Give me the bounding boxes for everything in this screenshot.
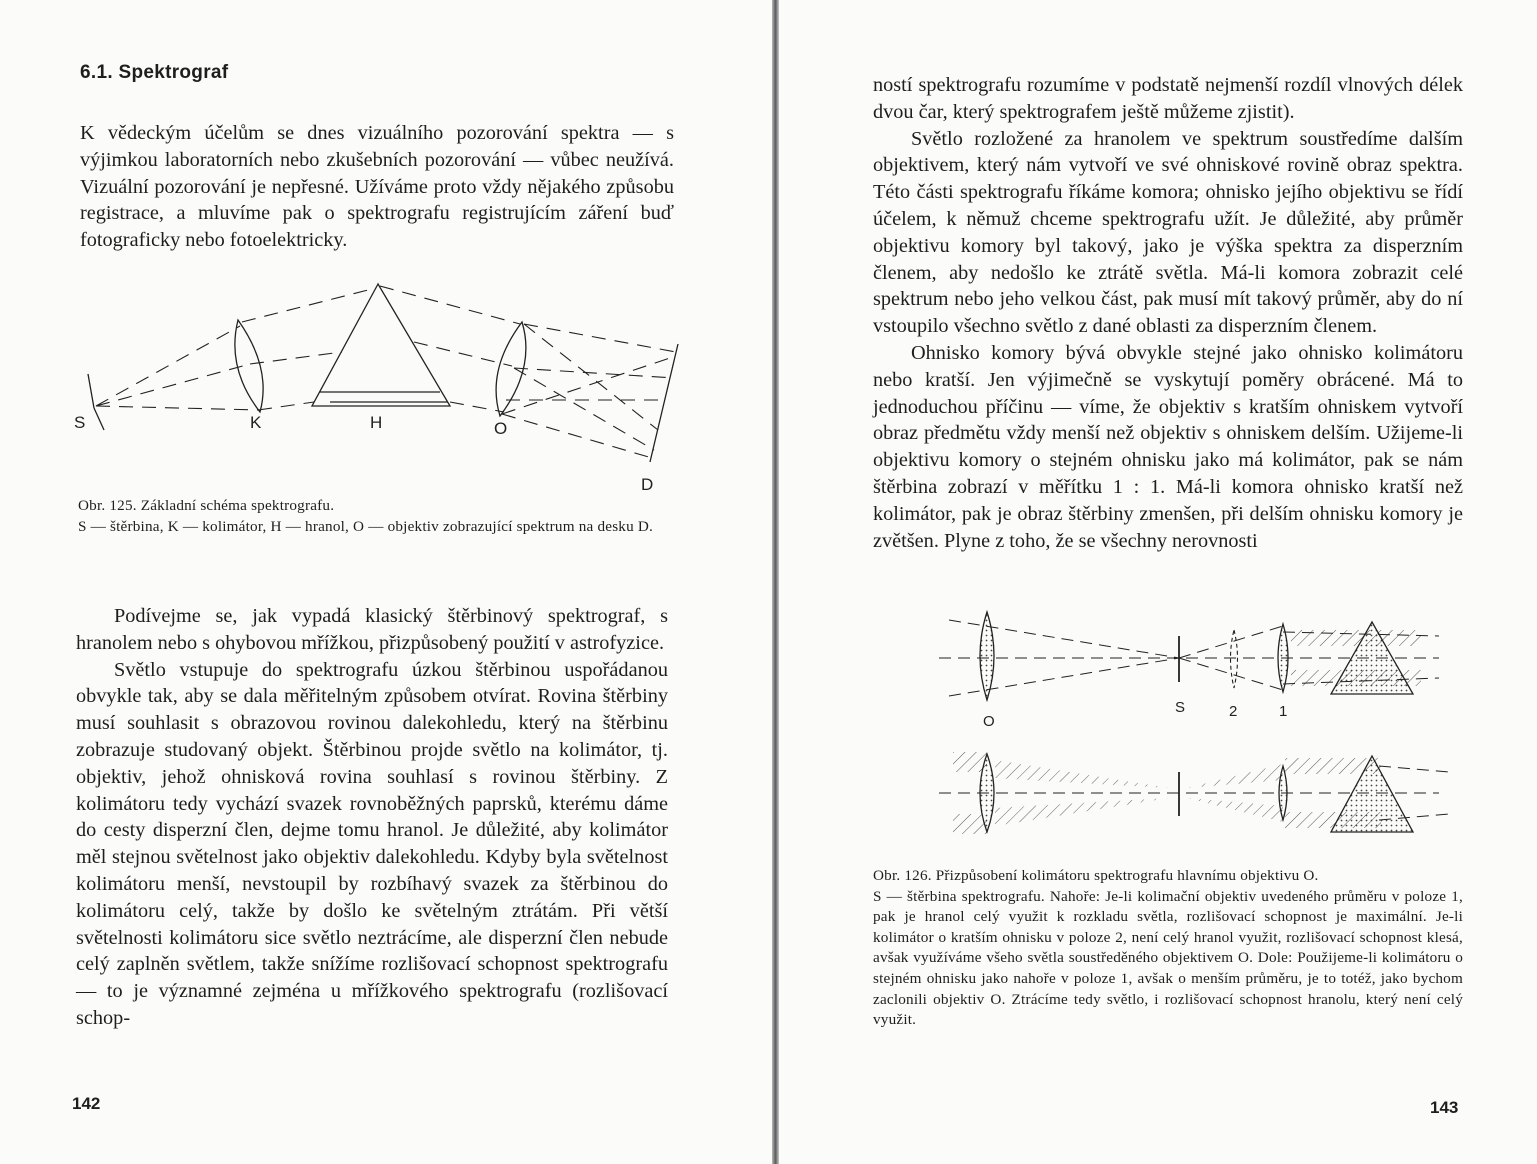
section-heading: 6.1. Spektrograf: [80, 62, 229, 83]
paragraph: Ohnisko komory bývá obvykle stejné jako ohnisko kolimátoru nebo kratší. Jen výjimečně se vyskytují poměry obrácené. Má to jednoduchou příčinu — víme, že objektiv s kratším ohniskem vytvoří obraz předmětu vždy menší než objektiv s ohniskem delším. Užijeme-li objektivu komory o stejném ohnisku jako má kolimátor, pak se nám štěrbina zobrazí v měřítku 1 : 1. Má-li komora ohnisko kratší než kolimátor, pak je obraz štěrbiny zmenšen, při delším ohnisku komory je zvětšen. Plyne z toho, že se všechny nerovnosti: [873, 341, 1463, 552]
fig125-label-o: O: [494, 419, 508, 438]
fig125-label-h: H: [370, 413, 383, 432]
fig126-caption-text: S — štěrbina spektrografu. Nahoře: Je-li kolimační objektiv uvedeného průměru v poloze 1, pak je hranol celý využit k rozkladu světla, rozlišovací schopnost je maximální. Je-li kolimátor o kratším ohnisku v poloze 2, není celý hranol využit, rozlišovací schopnost klesá, avšak využíváme všeho světla soustředěného objektivem O. Dole: Použijeme-li kolimátoru o stejném ohnisku jako nahoře v poloze 1, avšak o menším průměru, je to totéž, jako bychom zaclonili objektiv O. Ztrácíme tedy světlo, i rozlišovací schopnost hranolu, který není celý využit.: [873, 887, 1463, 1029]
right-body-text: [873, 72, 1463, 554]
fig125-ray: [524, 324, 676, 352]
fig125-ray: [414, 342, 512, 366]
right-page: [779, 0, 1537, 1164]
fig125-caption-title: Obr. 125. Základní schéma spektrografu.: [78, 497, 335, 514]
paragraph: Podívejme se, jak vypadá klasický štěrbinový spektrograf, s hranolem nebo s ohybovou mřížkou, přizpůsobený použití v astrofyzice.: [76, 605, 668, 654]
fig125-label-k: K: [250, 413, 262, 432]
fig126-label-o: O: [983, 713, 995, 730]
figure-125-spectrograph-schema: [70, 278, 690, 498]
figure-126-caption: [873, 866, 1463, 1031]
fig125-ray: [242, 288, 376, 322]
fig125-prism: [312, 284, 450, 406]
fig125-ray: [96, 406, 260, 410]
left-body-text: [76, 603, 668, 1032]
fig126-label-s: S: [1175, 699, 1186, 716]
fig125-ray: [258, 402, 314, 410]
fig126-label-1: 1: [1279, 703, 1288, 720]
fig125-ray: [514, 368, 654, 450]
intro-paragraph: [80, 120, 674, 254]
fig125-ray: [524, 324, 658, 430]
book-gutter: [772, 0, 779, 1164]
fig126-top-diagram: [939, 612, 1439, 730]
paragraph: Světlo rozložené za hranolem ve spektrum soustředíme dalším objektivem, který nám vytvoří ve své ohniskové rovině obraz spektra. Této části spektrografu říkáme komora; ohnisko jejího objektivu se řídí účelem, k němuž chceme spektrografu užít. Je důležité, aby průměr objektivu komory byl takový, jako je výška spektra za disperzním členem, aby nedošlo ke ztrátě světla. Má-li komora zobrazit celé spektrum nebo jeho velkou část, pak musí mít takový průměr, aby do ní vstoupilo všechno světlo z dané oblasti za disperzním členem.: [873, 127, 1463, 338]
fig126-main-objective: [980, 612, 994, 700]
fig125-collimator-lens: [235, 320, 263, 412]
intro-text: K vědeckým účelům se dnes vizuálního pozorování spektra — s výjimkou laboratorních nebo zkušebních pozorování — vůbec neužívá. Vizuální pozorování je nepřesné. Užíváme proto vždy nějakého způsobu registrace, a mluvíme pak o spektrografu registrujícím záření buď fotograficky nebo fotoelektricky.: [80, 122, 674, 252]
figure-125-caption: [78, 496, 672, 537]
fig126-bottom-diagram: [939, 752, 1449, 834]
fig126-caption-title: Obr. 126. Přizpůsobení kolimátoru spektrografu hlavnímu objektivu O.: [873, 867, 1319, 884]
page-number-left: 142: [72, 1094, 101, 1113]
fig125-ray: [502, 358, 670, 414]
fig125-ray: [502, 414, 652, 458]
fig125-ray: [380, 286, 520, 324]
paragraph: Světlo vstupuje do spektrografu úzkou štěrbinou uspořádanou obvykle tak, aby se dala měřitelným způsobem otvírat. Rovina štěrbiny musí souhlasit s obrazovou rovinou dalekohledu, který na štěrbinu zobrazuje studovaný objekt. Štěrbinou projde světlo na kolimátor, tj. objektiv, jehož ohnisková rovina souhlasí s rovinou štěrbiny. Z kolimátoru tedy vychází svazek rovnoběžných paprsků, kterému dáme do cesty disperzní člen, dejme tomu hranol. Je důležité, aby kolimátor měl stejnou světelnost jako objektiv dalekohledu. Kdyby byla světelnost kolimátoru menší, nevstoupil by rozbíhavý svazek za štěrbinou do kolimátoru celý, takže by došlo ke světelným ztrátám. Při větší světelnosti kolimátoru sice světlo neztrácíme, ale disperzní člen nebude celý zaplněn světlem, takže snížíme rozlišovací schopnost spektrografu — to je významné zejména u mřížkového spektrografu (rozlišovací schop-: [76, 658, 668, 1029]
fig126-collimator-pos2: [1231, 630, 1238, 688]
fig125-slit-lower: [94, 408, 104, 430]
figure-126-collimator-adaptation: [939, 608, 1469, 840]
page-number-right: 143: [1430, 1098, 1459, 1117]
fig125-ray: [96, 326, 240, 406]
paragraph: ností spektrografu rozumíme v podstatě nejmenší rozdíl vlnových délek dvou čar, který spektrografem ještě můžeme zjistit).: [873, 74, 1463, 123]
fig125-ray: [96, 364, 250, 406]
fig125-plate: [650, 344, 678, 462]
fig125-label-d: D: [641, 475, 654, 494]
fig125-ray: [250, 352, 342, 364]
fig125-ray: [450, 402, 504, 412]
fig125-slit-upper: [88, 374, 94, 408]
fig125-ray: [514, 368, 674, 378]
fig125-label-s: S: [74, 413, 86, 432]
fig126-label-2: 2: [1229, 703, 1238, 720]
fig125-caption-text: S — štěrbina, K — kolimátor, H — hranol, O — objektiv zobrazující spektrum na desku D.: [78, 517, 654, 535]
